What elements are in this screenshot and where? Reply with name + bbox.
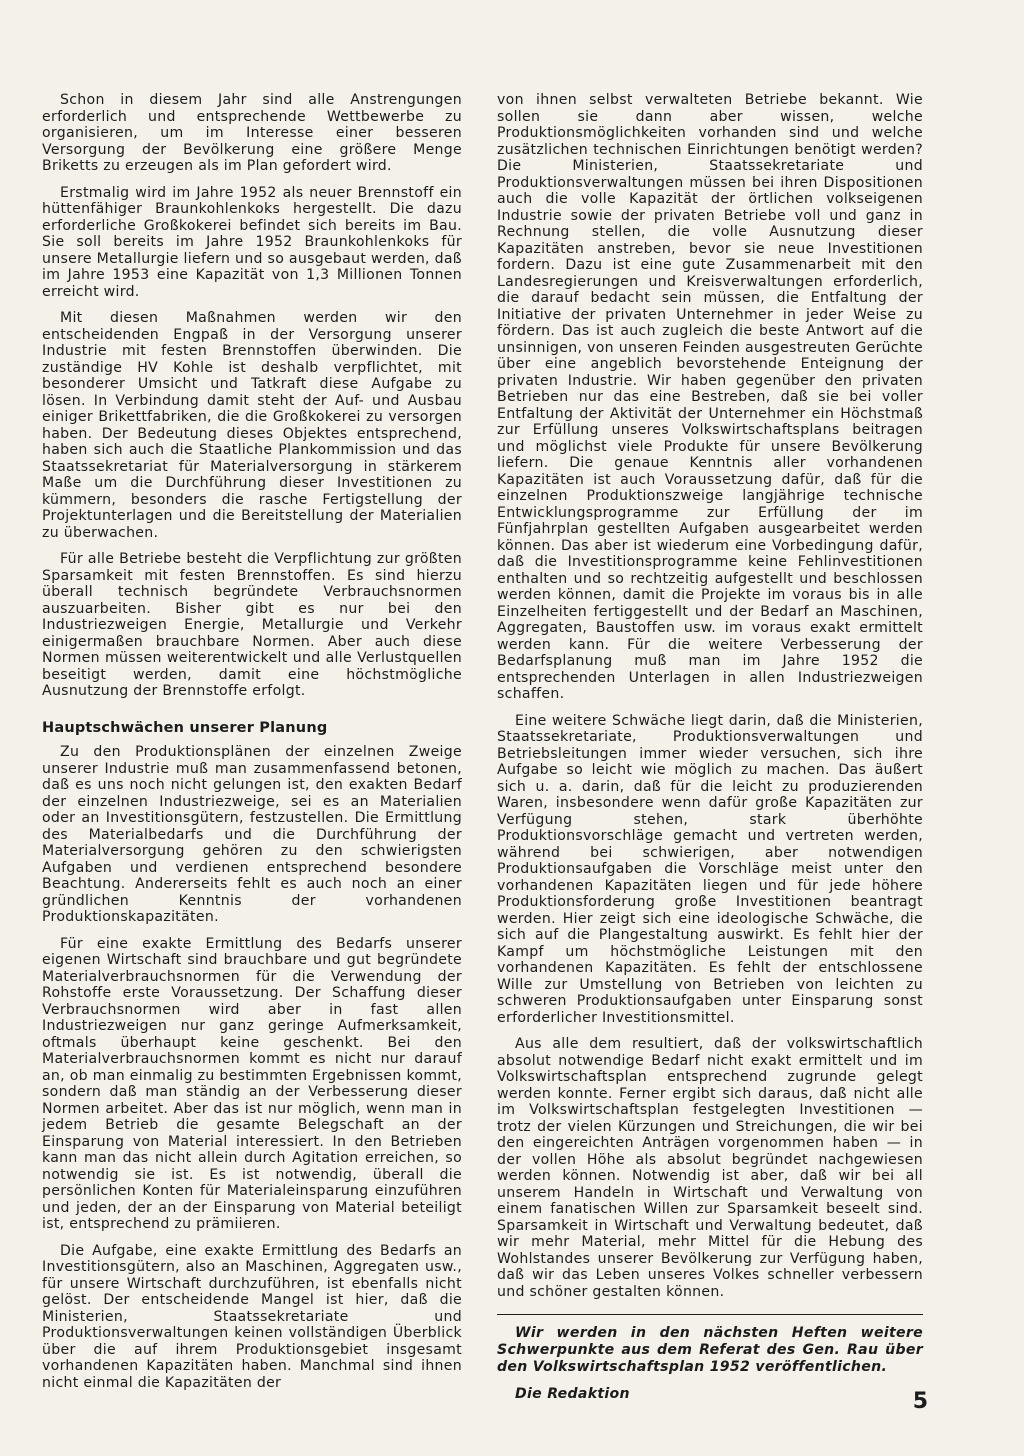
section-heading: Hauptschwächen unserer Planung: [42, 719, 328, 736]
paragraph: Mit diesen Maßnahmen werden wir den entscheidenden Engpaß in der Versorgung unserer Industrie mit festen Brennstoffen überwinden. Die zuständige HV Kohle ist deshalb verpflichtet, mit besonderer Umsicht und Tatkraft diese Aufgabe zu lösen. In Verbindung damit steht der Auf- und Ausbau einiger Brikettfabriken, die die Großkokerei zu versorgen haben. Der Bedeutung dieses Objektes entsprechend, haben sich auch die Staatliche Plankommission und das Staatssekretariat für Materialversorgung in stärkerem Maße um die Durchführung dieser Investitionen zu kümmern, besonders die rasche Fertigstellung der Projektunterlagen und die Bereitstellung der Materialien zu überwachen.: [42, 310, 462, 541]
paragraph: Für alle Betriebe besteht die Verpflichtung zur größten Sparsamkeit mit festen Brennstoffen. Es sind hierzu überall technisch begründete Verbrauchsnormen auszuarbeiten. Bisher gibt es nur bei den Industriezweigen Energie, Metallurgie und Verkehr einigermaßen brauchbare Normen. Aber auch diese Normen müssen weiterentwickelt und alle Verlustquellen beseitigt werden, damit eine höchstmögliche Ausnutzung der Brennstoffe erfolgt.: [42, 551, 462, 699]
paragraph: Schon in diesem Jahr sind alle Anstrengungen erforderlich und entsprechende Wettbewerbe zu organisieren, um im Interesse einer besseren Versorgung der Bevölkerung eine größere Menge Briketts zu erzeugen als im Plan gefordert wird.: [42, 92, 462, 174]
paragraph: von ihnen selbst verwalteten Betriebe bekannt. Wie sollen sie dann aber wissen, welche Produktionsmöglichkeiten vorhanden sind und welche zusätzlichen technischen Einrichtungen benötigt werden? Die Ministerien, Staatssekretariate und Produktionsverwaltungen müssen bei ihren Dispositionen auch die volle Kapazität der örtlichen volkseigenen Industrie sowie der privaten Betriebe voll und ganz in Rechnung stellen, die volle Ausnutzung dieser Kapazitäten anstreben, bevor sie neue Investitionen fordern. Dazu ist eine gute Zusammenarbeit mit den Landesregierungen und Kreisverwaltungen erforderlich, die darauf bedacht sein müssen, die Entfaltung der Initiative der privaten Unternehmer in jeder Weise zu fördern. Das ist auch zugleich die beste Antwort auf die unsinnigen, von unseren Feinden ausgestreuten Gerüchte über eine angeblich bevorstehende Enteignung der privaten Industrie. Wir haben gegenüber den privaten Betrieben nur das eine Bestreben, daß sie bei voller Entfaltung der Aktivität der Unternehmer ein Höchstmaß zur Erfüllung unseres Volkswirtschaftsplans beitragen und möglichst viele Produkte für unsere Bevölkerung liefern. Die genaue Kenntnis aller vorhandenen Kapazitäten ist auch Voraussetzung dafür, daß für die einzelnen Produktionszweige langjährige technische Entwicklungsprogramme zur Erfüllung der im Fünfjahrplan gestellten Aufgaben ausgearbeitet werden können. Das aber ist wiederum eine Vorbedingung dafür, daß die Investitionsprogramme keine Fehlinvestitionen enthalten und so rechtzeitig aufgestellt und beschlossen werden können, damit die Projekte im voraus bis in alle Einzelheiten fertiggestellt und der Bedarf an Maschinen, Aggregaten, Baustoffen usw. im voraus exakt ermittelt werden kann. Für die weitere Verbesserung der Bedarfsplanung muß man im Jahre 1952 die entsprechenden Unterlagen in allen Industriezweigen schaffen.: [497, 92, 923, 702]
paragraph: Erstmalig wird im Jahre 1952 als neuer Brennstoff ein hüttenfähiger Braunkohlenkoks hergestellt. Die dazu erforderliche Großkokerei befindet sich bereits im Bau. Sie soll bereits im Jahre 1952 Braunkohlenkoks für unsere Metallurgie liefern und so ausgebaut werden, daß im Jahre 1953 eine Kapazität von 1,3 Millionen Tonnen erreicht wird.: [42, 184, 462, 300]
paragraph: Für eine exakte Ermittlung des Bedarfs unserer eigenen Wirtschaft sind brauchbare und gut begründete Materialverbrauchsnormen für die Verwendung der Rohstoffe erste Voraussetzung. Der Schaffung dieser Verbrauchsnormen wird aber in fast allen Industriezweigen nur ganz geringe Aufmerksamkeit, oftmals überhaupt keine geschenkt. Bei den Materialverbrauchsnormen kommt es nicht nur darauf an, ob man einmalig zu bestimmten Ergebnissen kommt, sondern daß man ständig an der Verbesserung dieser Normen arbeitet. Aber das ist nur möglich, wenn man in jedem Betrieb die gesamte Belegschaft an der Einsparung von Material interessiert. In den Betrieben kann man das nicht allein durch Agitation erreichen, so notwendig sie ist. Es ist notwendig, überall die persönlichen Konten für Materialeinsparung einzuführen und jeden, der an der Einsparung von Material beteiligt ist, entsprechend zu prämiieren.: [42, 935, 462, 1232]
page-number: 5: [912, 1389, 928, 1414]
editor-note: Wir werden in den nächsten Heften weitere Schwerpunkte aus dem Referat des Gen. Rau über den Volkswirtschaftsplan 1952 veröffentlichen.: [497, 1325, 923, 1375]
editor-signature: Die Redaktion: [515, 1386, 630, 1402]
paragraph: Eine weitere Schwäche liegt darin, daß die Ministerien, Staatssekretariate, Produktionsverwaltungen und Betriebsleitungen immer wieder versuchen, sich ihre Aufgabe so leicht wie möglich zu machen. Das äußert sich u. a. darin, daß für die leicht zu produzierenden Waren, insbesondere wenn dafür große Kapazitäten zur Verfügung stehen, stark überhöhte Produktionsvorschläge gemacht und vertreten werden, während bei schwierigen, aber notwendigen Produktionsaufgaben die Vorschläge meist unter den vorhandenen Kapazitäten liegen und für jede höhere Produktionsforderung große Investitionen beantragt werden. Hier zeigt sich eine ideologische Schwäche, die sich auf die Plangestaltung auswirkt. Es fehlt hier der Kampf um höchstmögliche Leistungen mit den vorhandenen Kapazitäten. Es fehlt der entschlossene Wille zur Umstellung von Betrieben von leichten zu schweren Produktionsaufgaben unter Einsparung sonst erforderlicher Investitionsmittel.: [497, 712, 923, 1026]
paragraph: Die Aufgabe, eine exakte Ermittlung des Bedarfs an Investitionsgütern, also an Maschinen, Aggregaten usw., für unsere Wirtschaft durchzuführen, ist ebenfalls nicht gelöst. Der entscheidende Mangel ist hier, daß die Ministerien, Staatssekretariate und Produktionsverwaltungen keinen vollständigen Überblick über die auf ihrem Produktionsgebiet insgesamt vorhandenen Kapazitäten haben. Manchmal sind ihnen nicht einmal die Kapazitäten der: [42, 1242, 462, 1391]
divider-rule: [497, 1314, 923, 1315]
paragraph: Zu den Produktionsplänen der einzelnen Zweige unserer Industrie muß man zusammenfassend betonen, daß es uns noch nicht gelungen ist, den exakten Bedarf der einzelnen Industriezweige, sei es an Materialien oder an Investitionsgütern, festzustellen. Die Ermittlung des Materialbedarfs und die Durchführung der Materialversorgung gehören zu den schwierigsten Aufgaben und verdienen entsprechend besondere Beachtung. Andererseits fehlt es auch noch an einer gründlichen Kenntnis der vorhandenen Produktionskapazitäten.: [42, 744, 462, 925]
right-column: [497, 92, 923, 1413]
paragraph: Aus alle dem resultiert, daß der volkswirtschaftlich absolut notwendige Bedarf nicht exakt ermittelt und im Volkswirtschaftsplan entsprechend zugrunde gelegt werden konnte. Ferner ergibt sich daraus, daß nicht alle im Volkswirtschaftsplan festgelegten Investitionen — trotz der vielen Kürzungen und Streichungen, die wir bei den eingereichten Anträgen vorgenommen haben — in der vollen Höhe als absolut begründet nachgewiesen werden können. Notwendig ist aber, daß wir bei all unserem Handeln in Wirtschaft und Verwaltung von einem fanatischen Willen zur Sparsamkeit beseelt sind. Sparsamkeit in Wirtschaft und Verwaltung bedeutet, daß wir mehr Material, mehr Mittel für die Hebung des Wohlstandes unserer Bevölkerung zur Verfügung haben, daß wir das Leben unseres Volkes schneller verbessern und schöner gestalten können.: [497, 1036, 923, 1300]
left-column: [42, 92, 462, 1401]
